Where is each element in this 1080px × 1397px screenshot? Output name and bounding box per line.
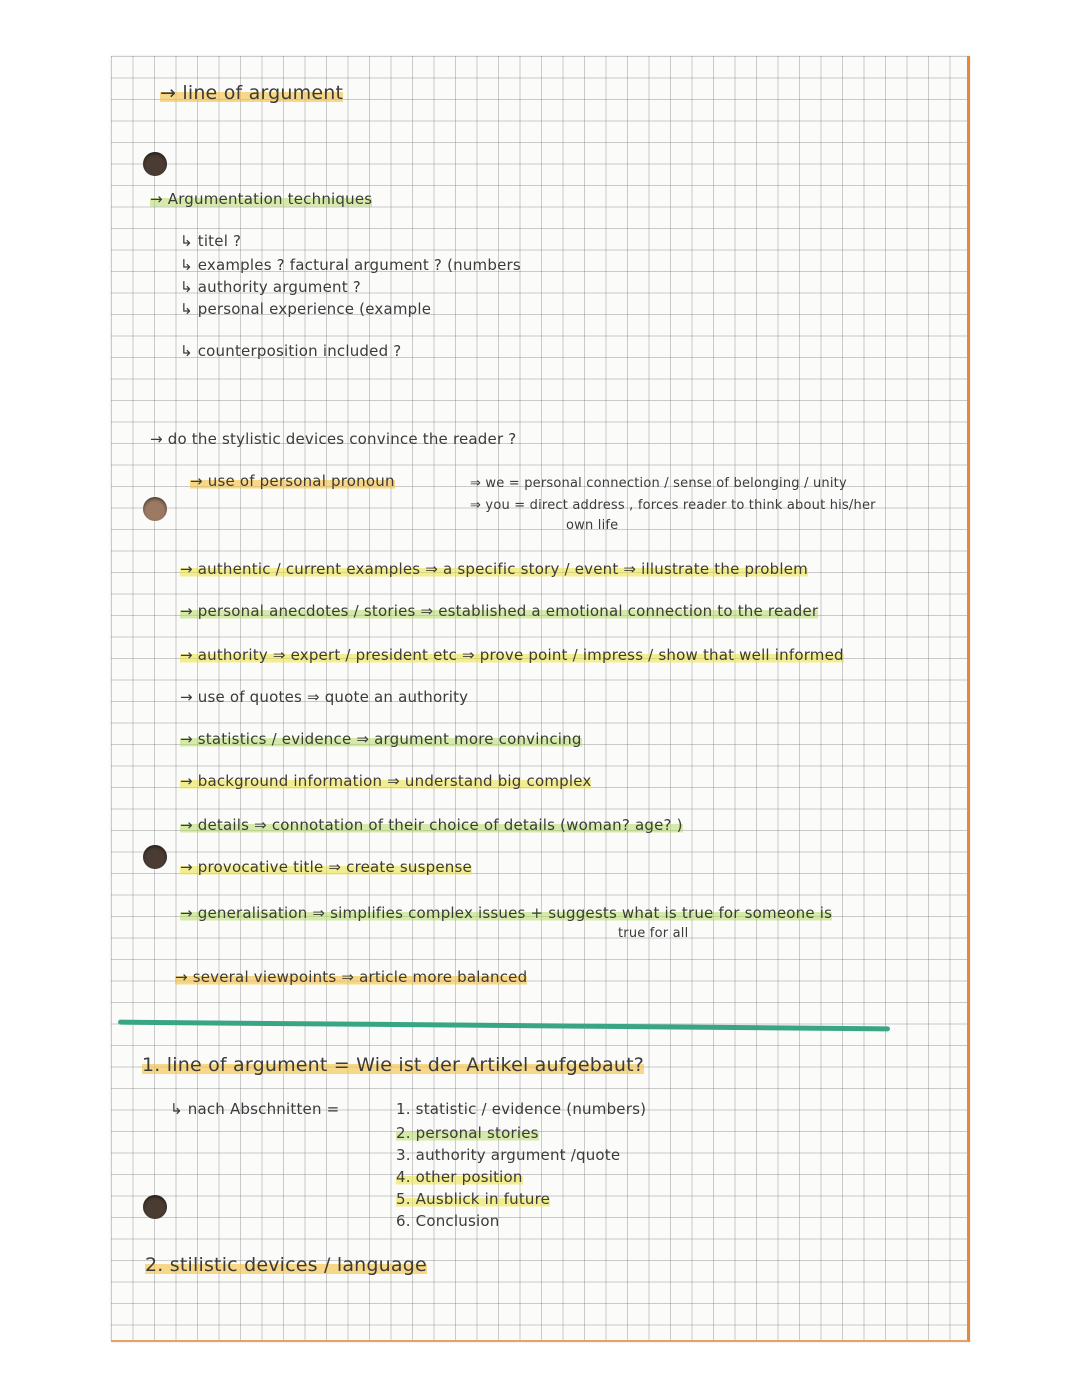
personal-pronoun-label: → use of personal pronoun: [190, 472, 395, 490]
summary-step: 4. other position: [396, 1168, 523, 1186]
device-line: → authentic / current examples ⇒ a specific story / event ⇒ illustrate the problem: [180, 560, 808, 578]
technique-item: ↳ personal experience (example: [180, 300, 432, 318]
technique-item: ↳ authority argument ?: [180, 278, 361, 296]
device-line: → statistics / evidence ⇒ argument more convincing: [180, 730, 582, 748]
summary-line-of-argument: 1. line of argument = Wie ist der Artikel aufgebaut?: [142, 1054, 645, 1076]
device-line: → background information ⇒ understand big complex: [180, 772, 592, 790]
device-line: → several viewpoints ⇒ article more balanced: [175, 968, 528, 986]
device-line: → details ⇒ connotation of their choice of details (woman? age? ): [180, 816, 683, 834]
technique-item: ↳ titel ?: [180, 232, 242, 250]
device-line: → use of quotes ⇒ quote an authority: [180, 688, 469, 706]
device-line: → authority ⇒ expert / president etc ⇒ prove point / impress / show that well informed: [180, 646, 844, 664]
we-line: ⇒ we = personal connection / sense of belonging / unity: [470, 476, 847, 491]
summary-step: 5. Ausblick in future: [396, 1190, 551, 1208]
punch-hole: [143, 845, 167, 869]
you-line: ⇒ you = direct address , forces reader to think about his/her: [470, 498, 876, 513]
summary-step: 2. personal stories: [396, 1124, 539, 1142]
device-line: → personal anecdotes / stories ⇒ established a emotional connection to the reader: [180, 602, 819, 620]
punch-hole: [143, 152, 167, 176]
punch-hole: [143, 497, 167, 521]
device-line: → provocative title ⇒ create suspense: [180, 858, 472, 876]
punch-hole: [143, 1195, 167, 1219]
summary-step: 3. authority argument /quote: [396, 1146, 621, 1164]
you-line-cont: own life: [566, 518, 619, 533]
heading-line-of-argument: → line of argument: [160, 82, 344, 104]
heading-argumentation-techniques: → Argumentation techniques: [150, 190, 373, 208]
summary-sub-label: ↳ nach Abschnitten =: [170, 1100, 340, 1118]
summary-step: 1. statistic / evidence (numbers): [396, 1100, 647, 1118]
technique-item: ↳ examples ? factural argument ? (numbers: [180, 256, 521, 274]
summary-stylistic-devices: 2. stilistic devices / language: [145, 1254, 427, 1276]
stylistic-question: → do the stylistic devices convince the reader ?: [150, 430, 517, 448]
device-line-cont: true for all: [618, 926, 689, 941]
device-line: → generalisation ⇒ simplifies complex issues + suggests what is true for someone is: [180, 904, 833, 922]
summary-step: 6. Conclusion: [396, 1212, 500, 1230]
technique-item: ↳ counterposition included ?: [180, 342, 402, 360]
